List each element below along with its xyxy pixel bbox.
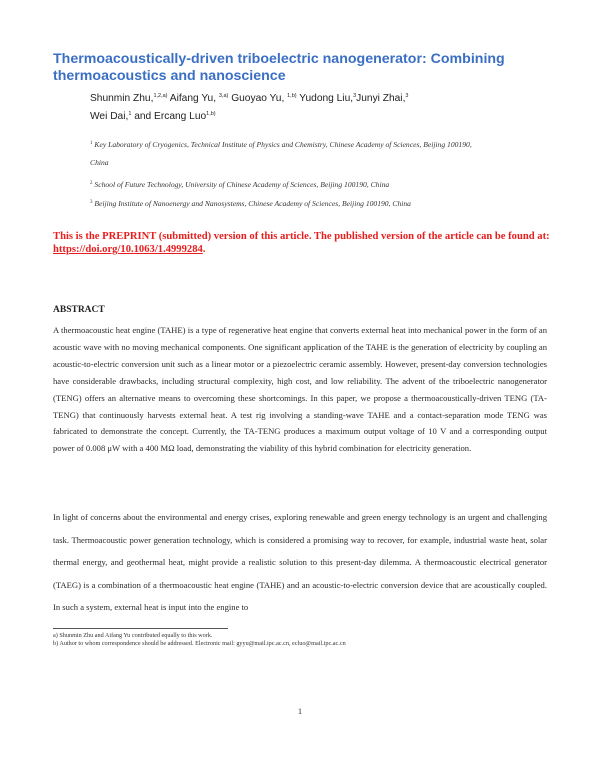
author-sup: 1 [128, 111, 132, 117]
footnote-a: a) Shunmin Zhu and Aifang Yu contributed equally to this work. [53, 632, 213, 639]
preprint-text: This is the PREPRINT (submitted) version of this article. The published version of the article can be found at: [53, 231, 550, 242]
affiliation-text: Key Laboratory of Cryogenics, Technical Institute of Physics and Chemistry, Chinese Academy of Sciences, Beijing 100190, [94, 140, 472, 149]
affiliation-sup: 2 [90, 181, 93, 186]
author-line-2 [90, 108, 550, 123]
affiliation-3 [90, 197, 560, 209]
affiliation-text: China [90, 158, 109, 167]
footnote-b: b) Author to whom correspondence should be addressed. Electronic mail: gyyu@mail.ipc.ac.cn, ecluo@mail.ipc.ac.cn [53, 640, 346, 647]
footnote-divider [53, 628, 228, 629]
affiliation-2 [90, 178, 560, 190]
author-name: Guoyao Yu, [231, 93, 288, 104]
paper-title: Thermoacoustically-driven triboelectric nanogenerator: Combining thermoacoustics and nanoscience [53, 51, 505, 84]
author-sup: 3,a) [218, 93, 229, 99]
author-name: Junyi Zhai, [356, 93, 406, 104]
affiliation-sup: 1 [90, 141, 93, 146]
abstract-heading: ABSTRACT [53, 305, 105, 315]
affiliation-1-cont [90, 157, 560, 168]
doi-link[interactable]: https://doi.org/10.1063/1.4999284 [53, 244, 203, 255]
author-sup: 1,b) [206, 111, 216, 117]
intro-paragraph: In light of concerns about the environmental and energy crises, exploring renewable and green energy technology is an urgent and challenging task. Thermoacoustic power generation technology, which is considered a promising way to recover, for example, industrial waste heat, solar thermal energy, and geothermal heat, might provide a realistic solution to this present-day dilemma. A thermoacoustic electrical generator (TAEG) is a combination of a thermoacoustic heat engine (TAHE) and an acoustic-to-electric conversion device that are acoustically coupled. In such a system, external heat is input into the engine to [53, 512, 547, 612]
author-sup: 1,2,a) [153, 93, 168, 99]
preprint-notice [53, 230, 553, 256]
author-name: Shunmin Zhu, [90, 93, 154, 104]
author-sup: 3 [405, 93, 409, 99]
author-sup: 3 [353, 93, 357, 99]
affiliation-sup: 3 [90, 200, 93, 205]
author-name: and Ercang Luo [134, 111, 207, 122]
affiliation-text: School of Future Technology, University of Chinese Academy of Sciences, Beijing 100190, China [94, 180, 390, 189]
author-sup: 1,b) [287, 93, 297, 99]
abstract-text: A thermoacoustic heat engine (TAHE) is a type of regenerative heat engine that converts external heat into mechanical power in the form of an acoustic wave with no moving mechanical components. One significant application of the TAHE is the generation of electricity by coupling an acoustic-to-electric conversion unit such as a linear motor or a piezoelectric ceramic assembly. However, present-day conversion technologies have considerable drawbacks, including structural complexity, high cost, and low reliability. The advent of the triboelectric nanogenerator (TENG) offers an alternative means to overcoming these shortcomings. In this paper, we propose a thermoacoustically-driven TENG (TA-TENG) that continuously harvests external heat. A test rig involving a standing-wave TAHE and a contact-separation mode TENG was fabricated to demonstrate the concept. Currently, the TA-TENG produces a maximum output voltage of 10 V and a corresponding output power of 0.008 μW with a 400 MΩ load, demonstrating the viability of this hybrid combination for electricity generation. [53, 325, 547, 454]
author-name: Wei Dai, [90, 111, 129, 122]
affiliation-text: Beijing Institute of Nanoenergy and Nanosystems, Chinese Academy of Sciences, Beijing 100190, China [94, 199, 411, 208]
author-name: Yudong Liu, [299, 93, 354, 104]
affiliation-1 [90, 138, 560, 150]
preprint-end: . [202, 244, 206, 255]
page-number: 1 [297, 706, 303, 716]
author-name: Aifang Yu, [169, 93, 219, 104]
author-line-1 [90, 90, 550, 105]
